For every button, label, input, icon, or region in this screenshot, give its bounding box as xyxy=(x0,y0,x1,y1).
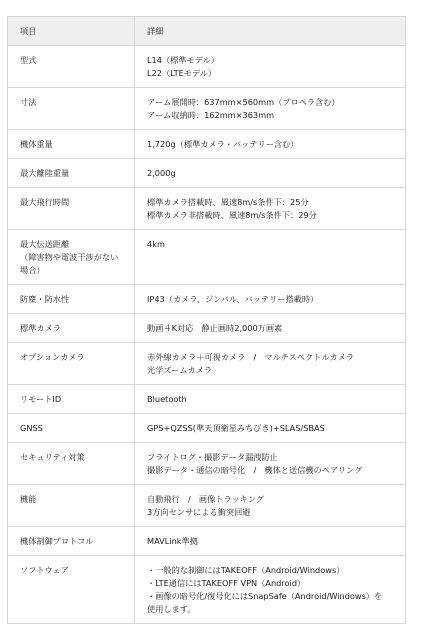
spec-label xyxy=(8,343,135,385)
table-row xyxy=(8,314,406,343)
spec-detail xyxy=(135,46,406,88)
spec-detail-line: 3方向センサによる衝突回避 xyxy=(147,507,251,517)
spec-detail xyxy=(135,314,406,343)
table-row xyxy=(8,188,406,230)
spec-label xyxy=(8,88,135,130)
spec-label xyxy=(8,159,135,188)
table-row xyxy=(8,130,406,159)
spec-label-line: ソフトウェア xyxy=(20,565,69,575)
table-row xyxy=(8,343,406,385)
spec-label xyxy=(8,230,135,285)
spec-detail-line: ・一般的な制御にはTAKEOFF（Android/Windows） xyxy=(147,565,345,575)
spec-detail-line: L14（標準モデル） xyxy=(147,55,219,65)
spec-detail-line: 自動飛行 / 画像トラッキング xyxy=(147,494,264,504)
spec-detail-line: 赤外線カメラ＋可視カメラ / マルチスペクトルカメラ xyxy=(147,352,355,362)
spec-table xyxy=(7,16,406,624)
spec-detail-line: MAVLink準拠 xyxy=(147,536,198,546)
table-row xyxy=(8,285,406,314)
spec-label xyxy=(8,46,135,88)
spec-label-line: 最大飛行時間 xyxy=(20,197,70,207)
spec-label-line: セキュリティ対策 xyxy=(20,452,85,462)
spec-label-line: リモートID xyxy=(20,394,62,404)
spec-detail xyxy=(135,88,406,130)
spec-detail-line: アーム収納時：162mm×363mm xyxy=(147,110,275,120)
spec-label-line: 最大離陸重量 xyxy=(20,168,70,178)
spec-label xyxy=(8,443,135,485)
spec-label xyxy=(8,485,135,527)
spec-detail-line: フライトログ・撮影データ漏洩防止 xyxy=(147,452,278,462)
spec-label xyxy=(8,130,135,159)
spec-detail xyxy=(135,188,406,230)
spec-detail xyxy=(135,159,406,188)
table-row xyxy=(8,385,406,414)
spec-label-line: オプションカメラ xyxy=(20,352,85,362)
spec-detail-line: 使用します。 xyxy=(147,604,196,614)
spec-detail xyxy=(135,385,406,414)
spec-label xyxy=(8,385,135,414)
spec-detail xyxy=(135,285,406,314)
spec-table-body xyxy=(8,46,406,624)
spec-label xyxy=(8,414,135,443)
spec-label xyxy=(8,314,135,343)
table-row xyxy=(8,88,406,130)
spec-detail-line: 4km xyxy=(147,239,165,249)
spec-detail-line: GPS+QZSS(準天頂衛星みちびき)+SLAS/SBAS xyxy=(147,423,325,433)
spec-detail-line: ・画像の暗号化/復号化にはSnapSafe（Android/Windows）を xyxy=(147,591,383,601)
table-row xyxy=(8,527,406,556)
spec-label-line: 最大伝送距離 xyxy=(20,239,70,249)
table-row xyxy=(8,46,406,88)
spec-label-line: 機体重量 xyxy=(20,139,53,149)
spec-label-line: 場合） xyxy=(20,265,45,275)
table-header-row xyxy=(8,17,406,46)
spec-detail-line: 1,720g（標準カメラ・バッテリー含む） xyxy=(147,139,299,149)
spec-label-line: 防塵・防水性 xyxy=(20,294,70,304)
table-row xyxy=(8,443,406,485)
spec-detail xyxy=(135,414,406,443)
spec-label-line: GNSS xyxy=(20,423,43,433)
spec-detail xyxy=(135,443,406,485)
spec-detail xyxy=(135,230,406,285)
spec-detail xyxy=(135,527,406,556)
spec-detail-line: 標準カメラ非搭載時、風速8m/s条件下：29分 xyxy=(147,210,317,220)
table-row xyxy=(8,159,406,188)
spec-detail xyxy=(135,130,406,159)
spec-detail-line: 2,000g xyxy=(147,168,176,178)
spec-detail-line: 標準カメラ搭載時、風速8m/s条件下：25分 xyxy=(147,197,309,207)
spec-label-line: 型式 xyxy=(20,55,37,65)
table-row xyxy=(8,230,406,285)
table-row xyxy=(8,556,406,624)
header-item: 項目 xyxy=(8,17,135,46)
spec-label xyxy=(8,285,135,314)
spec-detail-line: Bluetooth xyxy=(147,394,187,404)
spec-detail xyxy=(135,485,406,527)
spec-label xyxy=(8,556,135,624)
spec-detail-line: L22（LTEモデル） xyxy=(147,68,217,78)
spec-detail-line: 撮影データ・通信の暗号化 / 機体と送信機のペアリング xyxy=(147,465,363,475)
spec-detail-line: ・LTE通信にはTAKEOFF VPN（Android） xyxy=(147,578,306,588)
spec-label-line: 寸法 xyxy=(20,97,37,107)
spec-label xyxy=(8,527,135,556)
spec-detail xyxy=(135,343,406,385)
spec-label xyxy=(8,188,135,230)
spec-label-line: 標準カメラ xyxy=(20,323,61,333)
spec-detail-line: 動画４K対応 静止画時2,000万画素 xyxy=(147,323,283,333)
table-row xyxy=(8,414,406,443)
spec-detail xyxy=(135,556,406,624)
spec-label-line: 機体制御プロトコル xyxy=(20,536,94,546)
spec-label-line: 機能 xyxy=(20,494,37,504)
header-detail: 詳細 xyxy=(135,17,406,46)
spec-detail-line: 光学ズームカメラ xyxy=(147,365,213,375)
spec-detail-line: アーム展開時：637mm×560mm（プロペラ含む） xyxy=(147,97,340,107)
spec-detail-line: IP43（カメラ、ジンバル、バッテリー搭載時） xyxy=(147,294,319,304)
table-row xyxy=(8,485,406,527)
spec-label-line: （障害物や電波干渉がない xyxy=(20,252,119,262)
